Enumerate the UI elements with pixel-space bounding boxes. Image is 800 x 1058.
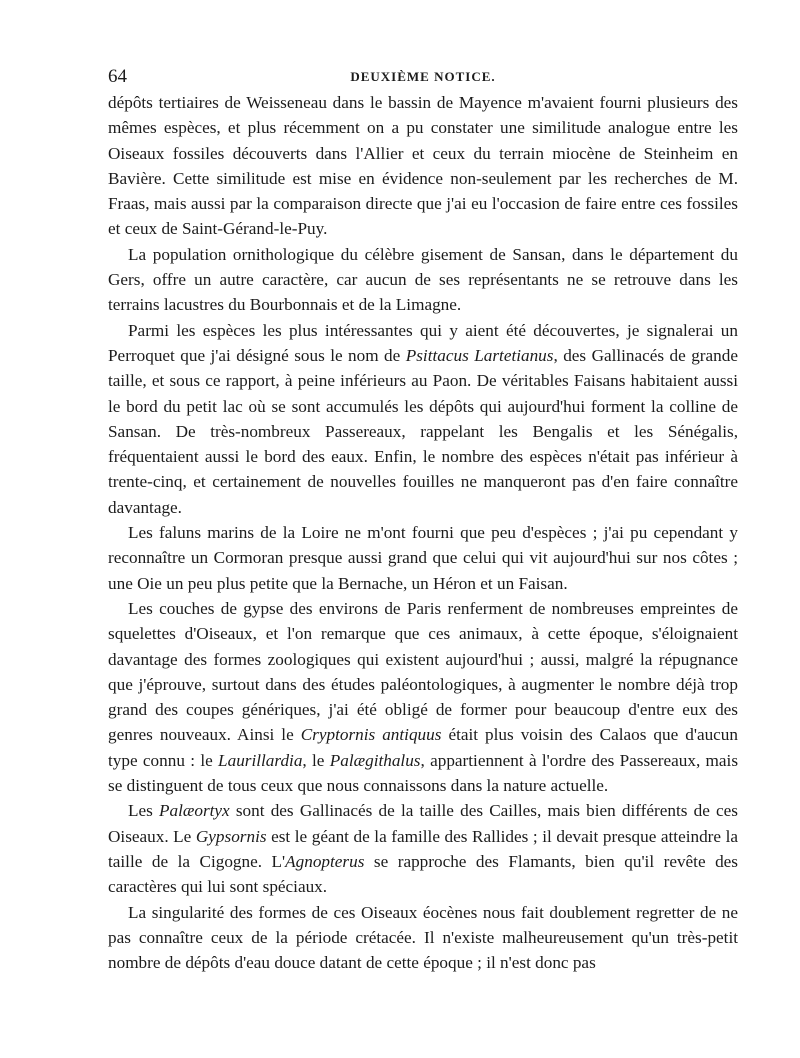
text-span: se rapproche des Flamants, bien qu'il revête des caractères qui lui sont spéciaux. [108,851,738,897]
text-span: , des Gallinacés de grande taille, et sous ce rapport, à peine inférieurs au Paon. De véritables Faisans habitaient aussi le bord du petit lac où se sont accumulés les dépôts qui aujourd'hui forment la colline de Sansan. De très-nombreux Passereaux, rappelant les Bengalis et les Sénégalis, fréquentaient aussi le bord des eaux. Enfin, le nombre des espèces n'était pas inférieur à trente-cinq, et certainement de nouvelles fouilles ne manqueront pas d'en faire connaître davantage. [108,345,738,517]
paragraph-1: dépôts tertiaires de Weisseneau dans le bassin de Mayence m'avaient fourni plusieurs des mêmes espèces, et plus récemment on a pu constater une similitude analogue entre les Oiseaux fossiles découverts dans l'Allier et ceux du terrain miocène de Steinheim en Bavière. Cette similitude est mise en évidence non-seulement par les recherches de M. Fraas, mais aussi par la comparaison directe que j'ai eu l'occasion de faire entre ces fossiles et ceux de Saint-Gérand-le-Puy. [108,93,738,239]
text-span: , appartiennent à l'ordre des Passereaux, mais se distinguent de tous ceux que nous connaissons dans la nature actuelle. [108,750,739,796]
paragraph-2: La population ornithologique du célèbre gisement de Sansan, dans le département du Gers, offre un autre caractère, car aucun de ses représentants ne se retrouve dans les terrains lacustres du Bourbonnais et de la Limagne. [108,244,738,315]
genus-name-palaeortyx: Palæortyx [159,801,230,821]
genus-name-gypsornis: Gypsornis [195,826,267,846]
species-name-psittacus: Psittacus Lartetianus [405,345,554,365]
page-number: 64 [108,66,127,87]
paragraph-4: Les faluns marins de la Loire ne m'ont fourni que peu d'espèces ; j'ai pu cependant y reconnaître un Cormoran presque aussi grand que celui qui vit aujourd'hui sur nos côtes ; une Oie un peu plus petite que la Bernache, un Héron et un Faisan. [108,523,738,593]
running-head [108,64,738,90]
text-span: Parmi les espèces les plus intéressantes qui y aient été découvertes, je signalerai un Perroquet que j'ai désigné sous le nom de [108,320,738,365]
text-span: Les [128,801,160,821]
paragraph-5 [108,596,738,798]
text-span: est le géant de la famille des Rallides ; il devait presque atteindre la taille de la Cigogne. L' [108,826,738,871]
genus-name-palaegithalus: Palægithalus [329,750,421,770]
text-span: , le [302,750,330,770]
paragraph-7: La singularité des formes de ces Oiseaux éocènes nous fait doublement regretter de ne pas connaître ceux de la période crétacée. Il n'existe malheureusement qu'un très-petit nombre de dépôts d'eau douce datant de cette époque ; il n'est donc pas [108,902,738,973]
text-span: était plus voisin des Calaos que d'aucun type connu : le [108,725,738,770]
running-title: DEUXIÈME NOTICE. [350,69,496,84]
body-text [108,90,738,975]
paragraph-3 [108,318,738,520]
paragraph-6 [108,798,738,899]
document-page [108,64,738,975]
genus-name-agnopterus: Agnopterus [285,851,365,871]
species-name-cryptornis: Cryptornis antiquus [300,725,442,745]
text-span: sont des Gallinacés de la taille des Cailles, mais bien différents de ces Oiseaux. Le [108,801,738,846]
text-span: Les couches de gypse des environs de Paris renferment de nombreuses empreintes de squelettes d'Oiseaux, et l'on remarque que ces animaux, à cette époque, s'éloignaient davantage des formes zoologiques qui existent aujourd'hui ; aussi, malgré la répugnance que j'éprouve, surtout dans des études paléontologiques, à augmenter le nombre déjà trop grand des coupes génériques, j'ai été obligé de former pour beaucoup d'entre eux des genres nouveaux. Ainsi le [108,598,738,745]
genus-name-laurillardia: Laurillardia [218,750,303,770]
